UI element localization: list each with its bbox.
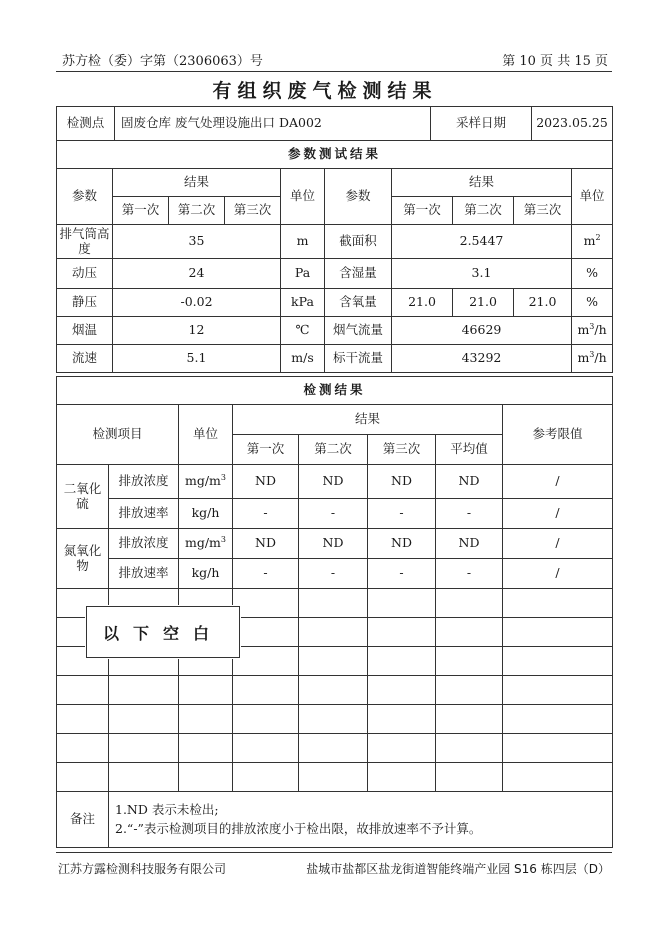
param-name: 烟温 <box>57 317 113 345</box>
result-value: - <box>299 559 368 589</box>
param-unit: % <box>572 289 613 317</box>
result-unit: kg/h <box>179 559 233 589</box>
empty-row <box>57 734 613 763</box>
param-value: 43292 <box>392 345 572 373</box>
page-number: 第 10 页 共 15 页 <box>502 54 608 69</box>
param-value: 2.5447 <box>392 225 572 259</box>
pollutant-name: 氮氧化物 <box>57 529 109 589</box>
result-value: ND <box>368 529 436 559</box>
page-title: 有组织废气检测结果 <box>212 80 438 102</box>
param-value: 24 <box>113 259 281 289</box>
notes-content <box>109 792 613 848</box>
param-value: 3.1 <box>392 259 572 289</box>
run1-header-right: 第一次 <box>392 197 453 225</box>
result-value: - <box>368 499 436 529</box>
param-name: 含氧量 <box>325 289 392 317</box>
point-label: 检测点 <box>57 107 115 141</box>
result-value: ND <box>299 529 368 559</box>
param-unit: ℃ <box>281 317 325 345</box>
result-value: - <box>299 499 368 529</box>
param-unit: m/s <box>281 345 325 373</box>
footer-company: 江苏方露检测科技服务有限公司 <box>58 862 227 876</box>
result-header-left: 结果 <box>113 169 281 197</box>
result-avg: ND <box>436 529 503 559</box>
run3-header-left: 第三次 <box>225 197 281 225</box>
param-unit: $m^3/h$ <box>572 317 613 345</box>
param-value: -0.02 <box>113 289 281 317</box>
param-name: 静压 <box>57 289 113 317</box>
result-value: ND <box>368 465 436 499</box>
param-name: 动压 <box>57 259 113 289</box>
avg-header: 平均值 <box>436 435 503 465</box>
params-table <box>56 140 613 373</box>
result-header: 结果 <box>233 405 503 435</box>
param-value: 21.0 <box>453 289 514 317</box>
info-table <box>56 106 613 141</box>
result-header-right: 结果 <box>392 169 572 197</box>
blank-below-stamp: 以下空白 <box>86 606 240 658</box>
param-name: 排气筒高度 <box>57 225 113 259</box>
result-item: 排放浓度 <box>109 465 179 499</box>
item-header: 检测项目 <box>57 405 179 465</box>
results-section-title: 检测结果 <box>57 377 613 405</box>
param-unit: % <box>572 259 613 289</box>
unit-header: 单位 <box>179 405 233 465</box>
result-unit: $mg/m^3$ <box>179 529 233 559</box>
result-limit: / <box>503 529 613 559</box>
notes-label: 备注 <box>57 792 109 848</box>
result-limit: / <box>503 465 613 499</box>
pollutant-name: 二氧化硫 <box>57 465 109 529</box>
param-value: 21.0 <box>392 289 453 317</box>
date-label: 采样日期 <box>431 107 532 141</box>
header-rule <box>56 71 612 72</box>
limit-header: 参考限值 <box>503 405 613 465</box>
result-value: ND <box>299 465 368 499</box>
result-avg: - <box>436 559 503 589</box>
param-name: 截面积 <box>325 225 392 259</box>
note-line-2: 2.“-”表示检测项目的排放浓度小于检出限，故排放速率不予计算。 <box>115 820 482 836</box>
result-value: - <box>233 499 299 529</box>
result-item: 排放浓度 <box>109 529 179 559</box>
result-avg: ND <box>436 465 503 499</box>
run3-header: 第三次 <box>368 435 436 465</box>
result-value: ND <box>233 465 299 499</box>
param-value: 21.0 <box>514 289 572 317</box>
param-value: 5.1 <box>113 345 281 373</box>
param-header-right: 参数 <box>325 169 392 225</box>
param-unit: $m^3/h$ <box>572 345 613 373</box>
result-item: 排放速率 <box>109 559 179 589</box>
run2-header-left: 第二次 <box>169 197 225 225</box>
point-value: 固废仓库 废气处理设施出口 DA002 <box>115 107 431 141</box>
result-limit: / <box>503 499 613 529</box>
param-name: 标干流量 <box>325 345 392 373</box>
param-header-left: 参数 <box>57 169 113 225</box>
empty-row <box>57 705 613 734</box>
result-item: 排放速率 <box>109 499 179 529</box>
result-value: - <box>233 559 299 589</box>
param-unit: m <box>281 225 325 259</box>
param-name: 含湿量 <box>325 259 392 289</box>
empty-row <box>57 676 613 705</box>
result-unit: kg/h <box>179 499 233 529</box>
param-name: 流速 <box>57 345 113 373</box>
unit-header-left: 单位 <box>281 169 325 225</box>
result-value: ND <box>233 529 299 559</box>
param-unit: Pa <box>281 259 325 289</box>
footer-address: 盐城市盐都区盐龙街道智能终端产业园 S16 栋四层（D） <box>306 862 610 876</box>
param-value: 12 <box>113 317 281 345</box>
run2-header-right: 第二次 <box>453 197 514 225</box>
date-value: 2023.05.25 <box>532 107 613 141</box>
param-name: 烟气流量 <box>325 317 392 345</box>
report-number: 苏方检（委）字第（2306063）号 <box>62 54 263 69</box>
run1-header-left: 第一次 <box>113 197 169 225</box>
unit-header-right: 单位 <box>572 169 613 225</box>
run3-header-right: 第三次 <box>514 197 572 225</box>
param-unit: $m^2$ <box>572 225 613 259</box>
params-section-title: 参数测试结果 <box>57 141 613 169</box>
param-value: 35 <box>113 225 281 259</box>
run2-header: 第二次 <box>299 435 368 465</box>
result-limit: / <box>503 559 613 589</box>
result-unit: $mg/m^3$ <box>179 465 233 499</box>
param-value: 46629 <box>392 317 572 345</box>
note-line-1: 1.ND 表示未检出; <box>115 802 219 818</box>
footer-rule <box>56 852 612 853</box>
empty-row <box>57 763 613 792</box>
result-value: - <box>368 559 436 589</box>
param-unit: kPa <box>281 289 325 317</box>
run1-header: 第一次 <box>233 435 299 465</box>
result-avg: - <box>436 499 503 529</box>
